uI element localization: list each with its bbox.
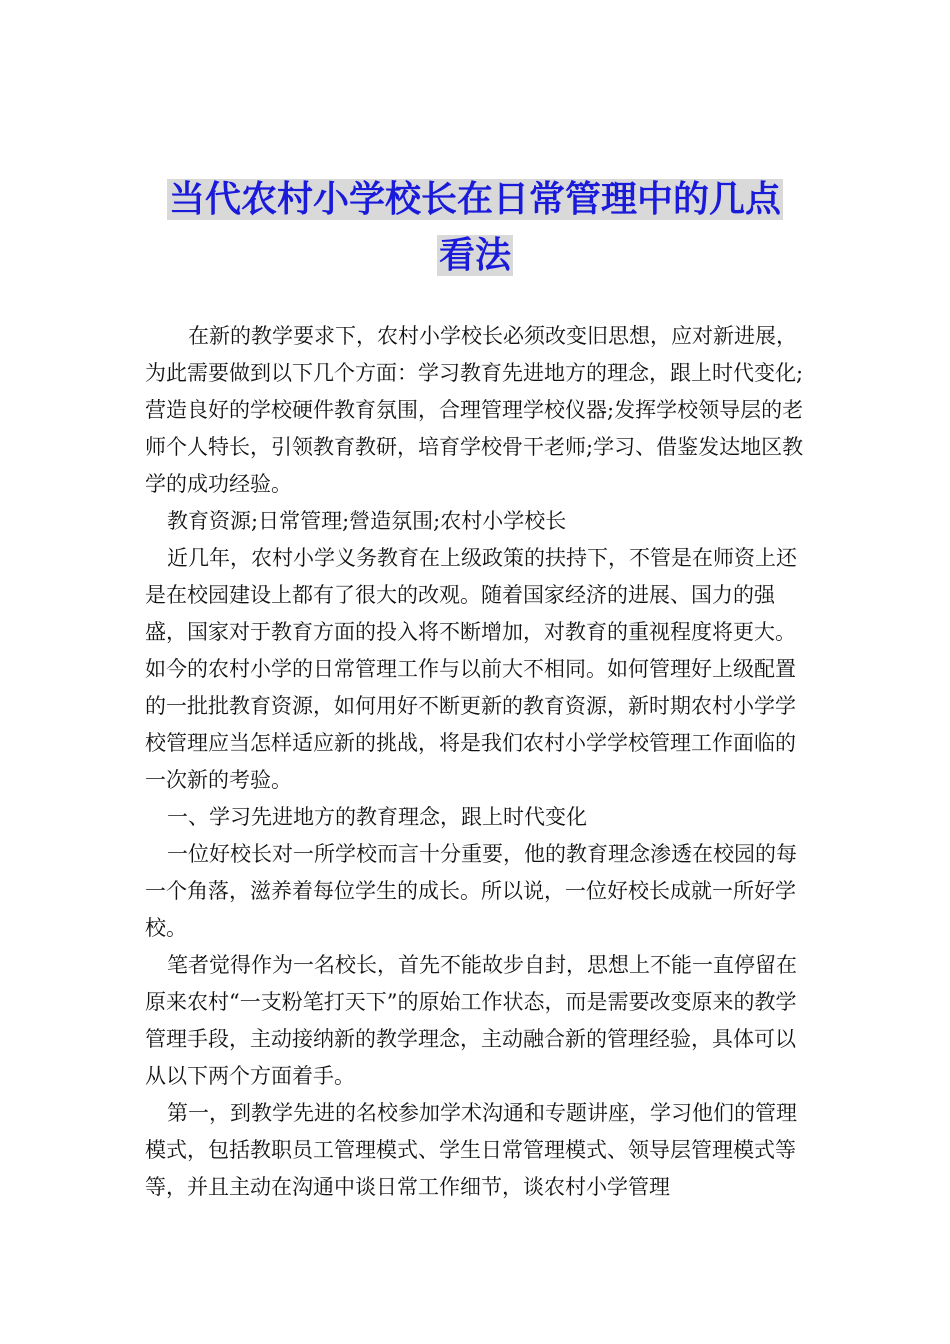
abstract-paragraph: 在新的教学要求下，农村小学校长必须改变旧思想，应对新进展，为此需要做到以下几个方面：学习教育先进地方的理念，跟上时代变化;营造良好的学校硬件教育氛围，合理管理学校仪器;发挥学校领导层的老师个人特长，引领教育教研，培育学校骨干老师;学习、借鉴发达地区教学的成功经验。 xyxy=(145,324,804,496)
section-heading-1: 一、学习先进地方的教育理念，跟上时代变化 xyxy=(167,805,587,829)
document-body xyxy=(145,318,813,1206)
body-paragraph: 笔者觉得作为一名校长，首先不能故步自封，思想上不能一直停留在原来农村“一支粉笔打天下”的原始工作状态，而是需要改变原来的教学管理手段，主动接纳新的教学理念，主动融合新的管理经验，具体可以从以下两个方面着手。 xyxy=(145,953,797,1088)
body-paragraph: 第一，到教学先进的名校参加学术沟通和专题讲座，学习他们的管理模式，包括教职员工管理模式、学生日常管理模式、领导层管理模式等等，并且主动在沟通中谈日常工作细节，谈农村小学管理 xyxy=(145,1101,797,1199)
document-title xyxy=(100,172,850,284)
title-line-2: 看法 xyxy=(438,235,511,276)
body-paragraph: 一位好校长对一所学校而言十分重要，他的教育理念渗透在校园的每一个角落，滋养着每位学生的成长。所以说，一位好校长成就一所好学校。 xyxy=(145,842,797,940)
keywords-paragraph: 教育资源;日常管理;營造氛围;农村小学校长 xyxy=(167,509,567,533)
title-line-1: 当代农村小学校长在日常管理中的几点 xyxy=(168,179,781,220)
intro-paragraph: 近几年，农村小学义务教育在上级政策的扶持下，不管是在师资上还是在校园建设上都有了很大的改观。随着国家经济的进展、国力的强盛，国家对于教育方面的投入将不断增加，对教育的重视程度将更大。如今的农村小学的日常管理工作与以前大不相同。如何管理好上级配置的一批批教育资源，如何用好不断更新的教育资源，新时期农村小学学校管理应当怎样适应新的挑战，将是我们农村小学学校管理工作面临的一次新的考验。 xyxy=(145,546,797,792)
